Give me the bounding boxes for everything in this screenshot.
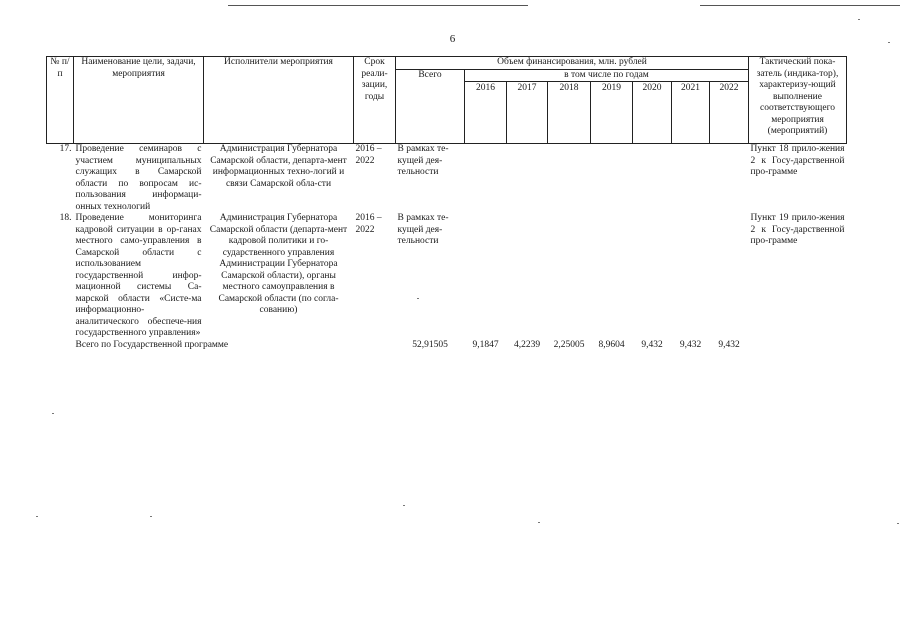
row-executors: Администрация Губернатора Самарской области (департа-мент кадровой политики и го-сударственного управления Администрации Губернатора Самарской области), органы местного самоуправления в Самарской области (по согла-сованию) [209, 213, 348, 315]
header-no: № п/п [47, 57, 74, 144]
scan-top-rule-left [228, 5, 528, 6]
scan-speck [897, 523, 899, 524]
total-label: Всего по Государственной программе [75, 339, 229, 350]
total-year-value: 9,432 [641, 339, 663, 350]
header-total: Всего [396, 69, 465, 144]
total-year-value: 2,25005 [553, 339, 585, 350]
header-year: 2022 [710, 82, 749, 144]
row-indicator: Пункт 19 прило-жения 2 к Госу-дарственной про-грамме [750, 213, 845, 246]
scan-speck [36, 516, 38, 517]
header-funding: Объем финансирования, млн. рублей [396, 57, 749, 70]
header-name: Наименование цели, задачи, мероприятия [74, 57, 204, 144]
scan-speck [150, 516, 152, 517]
header-year: 2021 [672, 82, 710, 144]
row-name: Проведение семинаров с участием муниципальных служащих в Самарской области по вопросам ис-пользования информаци-онных технологий [75, 144, 202, 212]
header-year: 2016 [465, 82, 507, 144]
total-year-value: 9,1847 [472, 339, 499, 350]
row-total: В рамках те-кущей дея-тельности [397, 144, 449, 177]
scan-speck [52, 413, 54, 414]
header-by-years: в том числе по годам [465, 69, 749, 82]
header-year: 2017 [507, 82, 548, 144]
scan-speck [858, 19, 860, 20]
row-number: 18. [59, 213, 72, 223]
row-term: 2016 – 2022 [355, 144, 382, 166]
total-year-value: 8,9604 [598, 339, 625, 350]
scan-speck [403, 505, 405, 506]
table-row [47, 144, 847, 214]
page-number: 6 [449, 33, 456, 45]
row-number: 17. [59, 144, 72, 154]
header-year: 2018 [548, 82, 591, 144]
table-row [47, 213, 847, 340]
total-year-value: 9,432 [718, 339, 740, 350]
scan-speck [538, 522, 540, 523]
row-name: Проведение мониторинга кадровой ситуации в ор-ганах местного само-управления в Самарской области с использованием государственной инфор-мационной системы Са-марской области «Систе-ма информационно-аналитического обеспече-ния государственного управления» [75, 213, 202, 338]
header-executors: Исполнители мероприятия [204, 57, 354, 144]
funding-table [46, 56, 847, 351]
header-row-1 [47, 57, 847, 70]
total-row [47, 340, 847, 352]
row-indicator: Пункт 18 прило-жения 2 к Госу-дарственной про-грамме [750, 144, 845, 177]
total-sum: 52,91505 [412, 339, 448, 350]
total-year-value: 9,432 [679, 339, 702, 350]
row-executors: Администрация Губернатора Самарской области, департа-мент информационных техно-логий и связи Самарской обла-сти [210, 144, 347, 189]
header-term: Срок реали-зации, годы [354, 57, 396, 144]
row-term: 2016 – 2022 [355, 213, 382, 235]
header-year: 2019 [591, 82, 633, 144]
scan-top-rule-right [700, 5, 900, 6]
total-year-value: 4,2239 [513, 339, 541, 350]
row-total: В рамках те-кущей дея-тельности [397, 213, 449, 246]
header-year: 2020 [633, 82, 672, 144]
header-indicator: Тактический пока-затель (индика-тор), характеризу-ющий выполнение соответствующего мероприятия (мероприятий) [749, 57, 847, 144]
